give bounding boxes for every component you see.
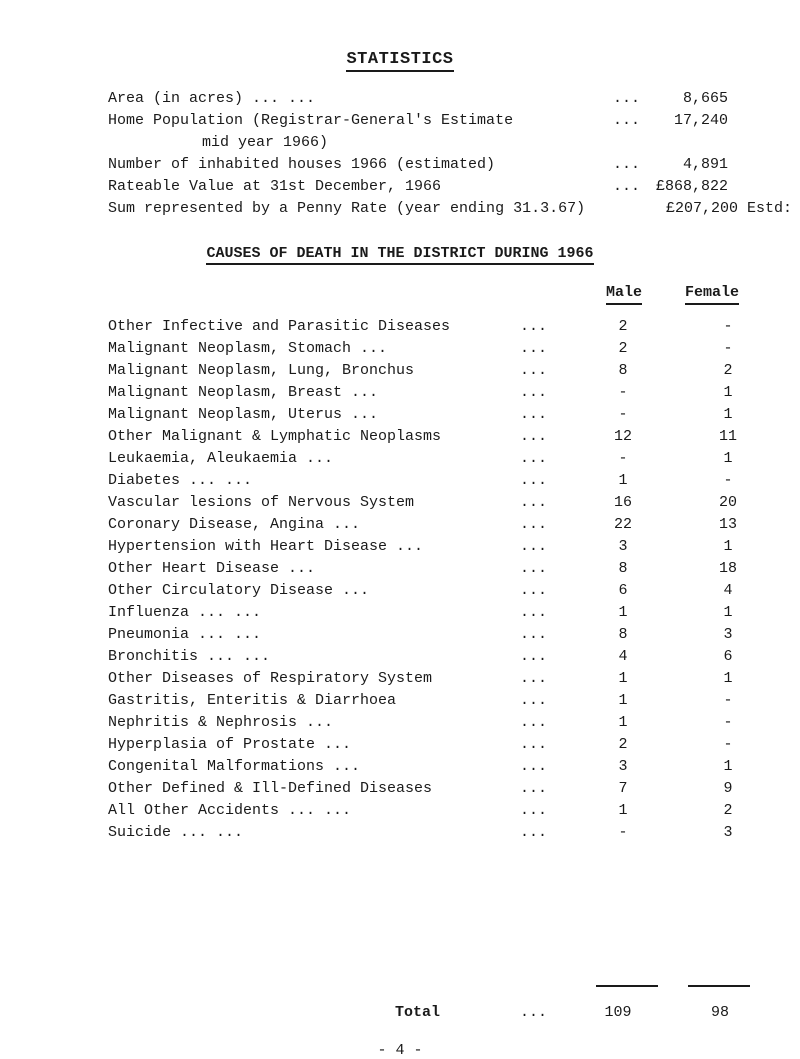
row-dots: ... bbox=[520, 340, 548, 357]
female-count: - bbox=[723, 692, 733, 709]
row-dots: ... bbox=[520, 692, 548, 709]
female-count: 18 bbox=[718, 560, 737, 577]
row-dots: ... bbox=[520, 494, 548, 511]
stat-value: 8,665 bbox=[682, 90, 728, 107]
row-dots: ... bbox=[520, 428, 548, 445]
cause-label: All Other Accidents ... ... bbox=[108, 802, 352, 819]
female-column-header: Female bbox=[685, 284, 739, 301]
cause-label: Malignant Neoplasm, Lung, Bronchus bbox=[108, 362, 415, 379]
row-dots: ... bbox=[520, 450, 548, 467]
table-row bbox=[108, 382, 758, 404]
population-note: mid year 1966) bbox=[202, 134, 329, 151]
cause-label: Diabetes ... ... bbox=[108, 472, 253, 489]
cause-label: Malignant Neoplasm, Breast ... bbox=[108, 384, 379, 401]
male-count: 1 bbox=[618, 714, 628, 731]
female-count: 3 bbox=[723, 824, 733, 841]
row-dots: ... bbox=[520, 582, 548, 599]
table-row bbox=[108, 448, 758, 470]
cause-label: Gastritis, Enteritis & Diarrhoea bbox=[108, 692, 397, 709]
male-count: 3 bbox=[618, 538, 628, 555]
cause-label: Other Malignant & Lymphatic Neoplasms bbox=[108, 428, 442, 445]
male-count: 1 bbox=[618, 604, 628, 621]
female-count: 2 bbox=[723, 362, 733, 379]
female-count: - bbox=[723, 736, 733, 753]
table-row bbox=[108, 470, 758, 492]
female-count: 13 bbox=[718, 516, 737, 533]
stat-label: Rateable Value at 31st December, 1966 bbox=[108, 178, 442, 195]
female-count: 1 bbox=[723, 670, 733, 687]
female-count: - bbox=[723, 340, 733, 357]
row-dots: ... bbox=[520, 604, 548, 621]
table-row bbox=[108, 800, 758, 822]
male-count: 6 bbox=[618, 582, 628, 599]
male-column-header: Male bbox=[606, 284, 642, 301]
table-row bbox=[108, 360, 758, 382]
cause-label: Other Diseases of Respiratory System bbox=[108, 670, 433, 687]
total-row bbox=[395, 1002, 755, 1024]
female-count: 6 bbox=[723, 648, 733, 665]
male-total-rule bbox=[596, 985, 658, 987]
row-dots: ... bbox=[520, 714, 548, 731]
stat-dots: ... bbox=[613, 112, 641, 129]
table-row bbox=[108, 514, 758, 536]
row-dots: ... bbox=[520, 824, 548, 841]
row-dots: ... bbox=[520, 560, 548, 577]
table-row bbox=[108, 822, 758, 844]
male-count: 1 bbox=[618, 692, 628, 709]
stat-label: Home Population (Registrar-General's Estimate bbox=[108, 112, 514, 129]
male-count: 12 bbox=[613, 428, 632, 445]
table-row bbox=[108, 756, 758, 778]
table-row bbox=[108, 602, 758, 624]
row-dots: ... bbox=[520, 384, 548, 401]
row-dots: ... bbox=[520, 362, 548, 379]
table-row bbox=[108, 338, 758, 360]
stat-value: £868,822 bbox=[655, 178, 728, 195]
male-count: 8 bbox=[618, 362, 628, 379]
stat-label: Number of inhabited houses 1966 (estimated) bbox=[108, 156, 496, 173]
female-count: 1 bbox=[723, 604, 733, 621]
male-count: 1 bbox=[618, 472, 628, 489]
male-count: - bbox=[618, 450, 628, 467]
cause-label: Coronary Disease, Angina ... bbox=[108, 516, 361, 533]
stat-row-penny-rate bbox=[108, 198, 792, 220]
row-dots: ... bbox=[520, 758, 548, 775]
female-count: - bbox=[723, 318, 733, 335]
male-count: - bbox=[618, 406, 628, 423]
row-dots: ... bbox=[520, 626, 548, 643]
female-count: 4 bbox=[723, 582, 733, 599]
cause-label: Suicide ... ... bbox=[108, 824, 244, 841]
female-total: 98 bbox=[710, 1004, 729, 1021]
cause-label: Bronchitis ... ... bbox=[108, 648, 271, 665]
cause-label: Nephritis & Nephrosis ... bbox=[108, 714, 334, 731]
stat-value: 4,891 bbox=[682, 156, 728, 173]
stat-value: £207,200 Estd: bbox=[665, 200, 792, 217]
table-row bbox=[108, 624, 758, 646]
male-count: 7 bbox=[618, 780, 628, 797]
male-count: 1 bbox=[618, 802, 628, 819]
female-count: 3 bbox=[723, 626, 733, 643]
cause-label: Malignant Neoplasm, Stomach ... bbox=[108, 340, 388, 357]
male-count: 8 bbox=[618, 626, 628, 643]
cause-label: Hyperplasia of Prostate ... bbox=[108, 736, 352, 753]
row-dots: ... bbox=[520, 648, 548, 665]
cause-label: Hypertension with Heart Disease ... bbox=[108, 538, 424, 555]
male-count: 2 bbox=[618, 318, 628, 335]
stat-dots: ... bbox=[613, 156, 641, 173]
stat-row-rateable-value bbox=[108, 176, 728, 198]
female-count: 1 bbox=[723, 538, 733, 555]
female-count: 20 bbox=[718, 494, 737, 511]
male-count: 1 bbox=[618, 670, 628, 687]
female-count: 11 bbox=[718, 428, 737, 445]
cause-label: Influenza ... ... bbox=[108, 604, 262, 621]
cause-label: Other Infective and Parasitic Diseases bbox=[108, 318, 451, 335]
cause-label: Leukaemia, Aleukaemia ... bbox=[108, 450, 334, 467]
male-count: 16 bbox=[613, 494, 632, 511]
male-count: 2 bbox=[618, 340, 628, 357]
table-row bbox=[108, 712, 758, 734]
total-label: Total bbox=[395, 1004, 441, 1021]
stat-dots: ... bbox=[613, 90, 641, 107]
table-row bbox=[108, 316, 758, 338]
male-total: 109 bbox=[604, 1004, 632, 1021]
male-count: 22 bbox=[613, 516, 632, 533]
male-count: - bbox=[618, 384, 628, 401]
stat-label: Sum represented by a Penny Rate (year ending 31.3.67) bbox=[108, 200, 586, 217]
female-count: 1 bbox=[723, 406, 733, 423]
table-row bbox=[108, 778, 758, 800]
female-count: 9 bbox=[723, 780, 733, 797]
cause-label: Pneumonia ... ... bbox=[108, 626, 262, 643]
male-count: 3 bbox=[618, 758, 628, 775]
table-row bbox=[108, 668, 758, 690]
table-row bbox=[108, 580, 758, 602]
stat-row-area bbox=[108, 88, 728, 110]
table-row bbox=[108, 734, 758, 756]
cause-label: Other Heart Disease ... bbox=[108, 560, 316, 577]
table-row bbox=[108, 404, 758, 426]
cause-label: Congenital Malformations ... bbox=[108, 758, 361, 775]
stat-dots: ... bbox=[613, 178, 641, 195]
row-dots: ... bbox=[520, 516, 548, 533]
page-title: STATISTICS bbox=[0, 50, 800, 69]
table-row bbox=[108, 558, 758, 580]
male-count: 2 bbox=[618, 736, 628, 753]
female-count: 1 bbox=[723, 758, 733, 775]
row-dots: ... bbox=[520, 472, 548, 489]
cause-label: Other Defined & Ill-Defined Diseases bbox=[108, 780, 433, 797]
cause-label: Malignant Neoplasm, Uterus ... bbox=[108, 406, 379, 423]
row-dots: ... bbox=[520, 406, 548, 423]
female-count: 1 bbox=[723, 450, 733, 467]
table-row bbox=[108, 536, 758, 558]
table-row bbox=[108, 492, 758, 514]
total-dots: ... bbox=[520, 1004, 548, 1021]
table-row bbox=[108, 646, 758, 668]
female-count: 2 bbox=[723, 802, 733, 819]
cause-label: Vascular lesions of Nervous System bbox=[108, 494, 415, 511]
cause-label: Other Circulatory Disease ... bbox=[108, 582, 370, 599]
female-total-rule bbox=[688, 985, 750, 987]
table-row bbox=[108, 690, 758, 712]
male-count: 8 bbox=[618, 560, 628, 577]
male-count: 4 bbox=[618, 648, 628, 665]
row-dots: ... bbox=[520, 538, 548, 555]
row-dots: ... bbox=[520, 802, 548, 819]
stat-row-houses bbox=[108, 154, 728, 176]
table-row bbox=[108, 426, 758, 448]
female-count: 1 bbox=[723, 384, 733, 401]
row-dots: ... bbox=[520, 670, 548, 687]
female-count: - bbox=[723, 472, 733, 489]
stat-row-population bbox=[108, 110, 728, 132]
female-count: - bbox=[723, 714, 733, 731]
row-dots: ... bbox=[520, 318, 548, 335]
causes-heading: CAUSES OF DEATH IN THE DISTRICT DURING 1966 bbox=[0, 245, 800, 262]
stat-value: 17,240 bbox=[673, 112, 728, 129]
page-number: - 4 - bbox=[377, 1042, 423, 1059]
stat-label: Area (in acres) ... ... bbox=[108, 90, 316, 107]
male-count: - bbox=[618, 824, 628, 841]
row-dots: ... bbox=[520, 780, 548, 797]
row-dots: ... bbox=[520, 736, 548, 753]
